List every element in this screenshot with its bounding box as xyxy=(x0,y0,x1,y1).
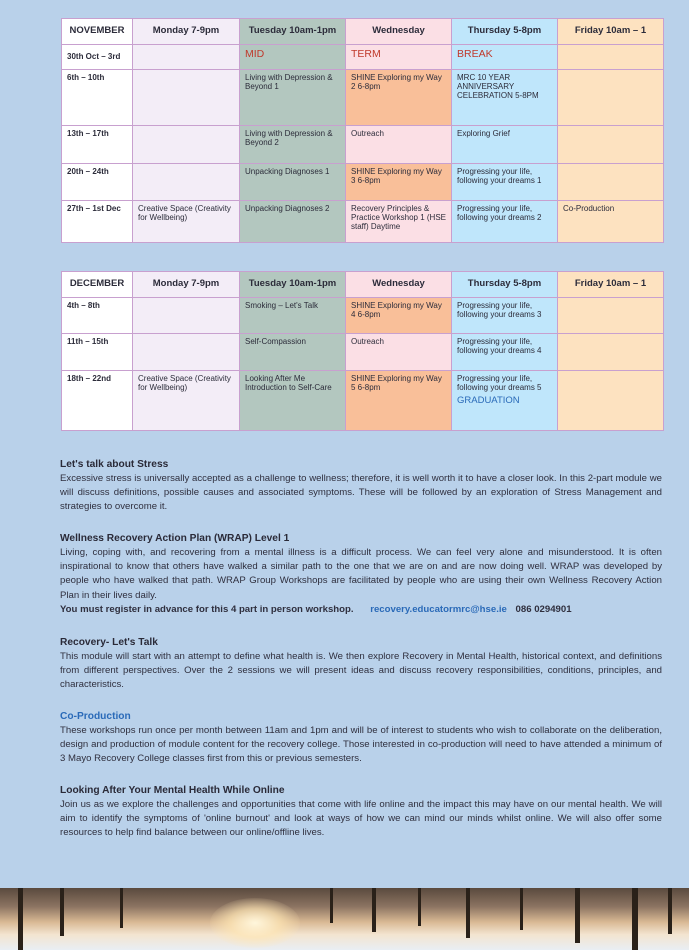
table-header-row xyxy=(62,272,664,298)
tree xyxy=(466,888,470,938)
tuesday-cell: Self-Compassion xyxy=(240,334,346,371)
friday-cell xyxy=(558,70,664,126)
section-title: Let's talk about Stress xyxy=(60,459,169,470)
week-date: 6th – 10th xyxy=(62,70,133,126)
section-body: Join us as we explore the challenges and opportunities that come with life online and the impact this may have on our mental health. We will aim to identify the symptoms of 'online burnout' and look at ways of how we can mind our minds whilst online. We will also offer some resources to help find balance between our online/offline lives. xyxy=(60,799,662,839)
table-row xyxy=(62,70,664,126)
monday-cell xyxy=(133,298,240,334)
table-row xyxy=(62,126,664,164)
register-note: You must register in advance for this 4 part in person workshop. xyxy=(60,603,354,615)
monday-header: Monday 7-9pm xyxy=(133,272,240,298)
thursday-cell: BREAK xyxy=(452,45,558,70)
monday-cell: Creative Space (Creativity for Wellbeing) xyxy=(133,371,240,431)
tree xyxy=(372,888,376,932)
tree xyxy=(120,888,123,928)
month-header: NOVEMBER xyxy=(62,19,133,45)
winter-forest-photo xyxy=(0,888,689,950)
monday-cell xyxy=(133,126,240,164)
tree xyxy=(418,888,421,926)
stress-section xyxy=(60,457,662,515)
tuesday-header: Tuesday 10am-1pm xyxy=(240,272,346,298)
section-title: Recovery- Let's Talk xyxy=(60,637,158,648)
friday-header: Friday 10am – 1 xyxy=(558,272,664,298)
tuesday-cell: MID xyxy=(240,45,346,70)
section-body: This module will start with an attempt to define what health is. We then explore Recovery in Mental Health, historical context, and definitions from different perspectives. Over the 2 sessions we will present ideas and discuss recovery responsibilities, conditions, principles, and characteristics. xyxy=(60,651,662,691)
tree xyxy=(632,888,638,950)
wednesday-header: Wednesday xyxy=(346,19,452,45)
tree xyxy=(575,888,580,943)
wednesday-cell: TERM xyxy=(346,45,452,70)
sun-glow xyxy=(210,898,300,948)
table-row xyxy=(62,45,664,70)
tree xyxy=(60,888,64,936)
friday-cell xyxy=(558,334,664,371)
monday-header: Monday 7-9pm xyxy=(133,19,240,45)
thursday-header: Thursday 5-8pm xyxy=(452,19,558,45)
thursday-cell: Progressing your life, following your dreams 2 xyxy=(452,201,558,243)
tuesday-header: Tuesday 10am-1pm xyxy=(240,19,346,45)
section-title: Looking After Your Mental Health While Online xyxy=(60,785,285,796)
friday-cell xyxy=(558,164,664,201)
november-schedule-table xyxy=(61,18,664,243)
week-date: 27th – 1st Dec xyxy=(62,201,133,243)
week-date: 4th – 8th xyxy=(62,298,133,334)
contact-phone: 086 0294901 xyxy=(515,603,572,615)
friday-cell xyxy=(558,126,664,164)
table-row xyxy=(62,164,664,201)
week-date: 30th Oct – 3rd xyxy=(62,45,133,70)
wednesday-cell: SHINE Exploring my Way 2 6-8pm xyxy=(346,70,452,126)
week-date: 18th – 22nd xyxy=(62,371,133,431)
tree xyxy=(18,888,23,950)
online-section xyxy=(60,783,662,841)
section-body: Excessive stress is universally accepted as a challenge to wellness; therefore, it is well worth it to have a closer look. In this 2-part module we will discuss definitions, possible causes and associated symptoms. These will be followed by an exploration of Stress Management and strategies to overcome it. xyxy=(60,473,662,513)
table-row xyxy=(62,334,664,371)
wednesday-cell: SHINE Exploring my Way 5 6-8pm xyxy=(346,371,452,431)
tuesday-cell: Living with Depression & Beyond 2 xyxy=(240,126,346,164)
section-body: These workshops run once per month between 11am and 1pm and will be of interest to students who wish to collaborate on the deliberation, design and production of module content for the recovery college. Those interested in co-production will need to have attended a minimum of 3 Mayo Recovery College classes first from this or previous semesters. xyxy=(60,725,662,765)
wednesday-cell: SHINE Exploring my Way 4 6-8pm xyxy=(346,298,452,334)
friday-header: Friday 10am – 1 xyxy=(558,19,664,45)
monday-cell xyxy=(133,164,240,201)
wednesday-header: Wednesday xyxy=(346,272,452,298)
tuesday-cell: Living with Depression & Beyond 1 xyxy=(240,70,346,126)
monday-cell xyxy=(133,70,240,126)
thursday-cell xyxy=(452,371,558,431)
coproduction-section xyxy=(60,709,662,767)
table-row xyxy=(62,201,664,243)
friday-cell xyxy=(558,371,664,431)
tree xyxy=(668,888,672,934)
wednesday-cell: Outreach xyxy=(346,334,452,371)
wrap-section xyxy=(60,531,662,617)
register-line xyxy=(60,603,662,617)
week-date: 20th – 24th xyxy=(62,164,133,201)
week-date: 13th – 17th xyxy=(62,126,133,164)
wednesday-cell: SHINE Exploring my Way 3 6-8pm xyxy=(346,164,452,201)
tuesday-cell: Looking After Me Introduction to Self-Care xyxy=(240,371,346,431)
friday-cell xyxy=(558,45,664,70)
thursday-cell-text: Progressing your life, following your dreams 5 xyxy=(457,374,542,393)
monday-cell: Creative Space (Creativity for Wellbeing) xyxy=(133,201,240,243)
wednesday-cell: Outreach xyxy=(346,126,452,164)
section-title: Wellness Recovery Action Plan (WRAP) Level 1 xyxy=(60,533,290,544)
thursday-cell: Exploring Grief xyxy=(452,126,558,164)
thursday-header: Thursday 5-8pm xyxy=(452,272,558,298)
tree xyxy=(520,888,523,930)
thursday-cell: Progressing your life, following your dreams 4 xyxy=(452,334,558,371)
table-row xyxy=(62,298,664,334)
month-header: DECEMBER xyxy=(62,272,133,298)
december-schedule-table xyxy=(61,271,664,431)
table-row xyxy=(62,371,664,431)
wednesday-cell: Recovery Principles & Practice Workshop 1 (HSE staff) Daytime xyxy=(346,201,452,243)
section-title: Co-Production xyxy=(60,711,131,722)
tree xyxy=(330,888,333,923)
thursday-cell: Progressing your life, following your dreams 1 xyxy=(452,164,558,201)
recovery-section xyxy=(60,635,662,693)
friday-cell: Co-Production xyxy=(558,201,664,243)
table-header-row xyxy=(62,19,664,45)
graduation-label: GRADUATION xyxy=(457,395,520,407)
monday-cell xyxy=(133,45,240,70)
contact-email-link[interactable]: recovery.educatormrc@hse.ie xyxy=(370,603,507,615)
tuesday-cell: Unpacking Diagnoses 2 xyxy=(240,201,346,243)
tuesday-cell: Smoking – Let's Talk xyxy=(240,298,346,334)
friday-cell xyxy=(558,298,664,334)
thursday-cell: MRC 10 YEAR ANNIVERSARY CELEBRATION 5-8PM xyxy=(452,70,558,126)
monday-cell xyxy=(133,334,240,371)
tuesday-cell: Unpacking Diagnoses 1 xyxy=(240,164,346,201)
week-date: 11th – 15th xyxy=(62,334,133,371)
thursday-cell: Progressing your life, following your dreams 3 xyxy=(452,298,558,334)
section-body: Living, coping with, and recovering from a mental illness is a difficult process. We can feel very alone and misunderstood. It is often inspirational to know that others have walked a similar path to the one that we are on and are now doing well. WRAP was developed by people who have walked that path. WRAP Group Workshops are facilitated by people who are using their own Wellness Recovery Action Plan in their lives daily. xyxy=(60,547,662,601)
